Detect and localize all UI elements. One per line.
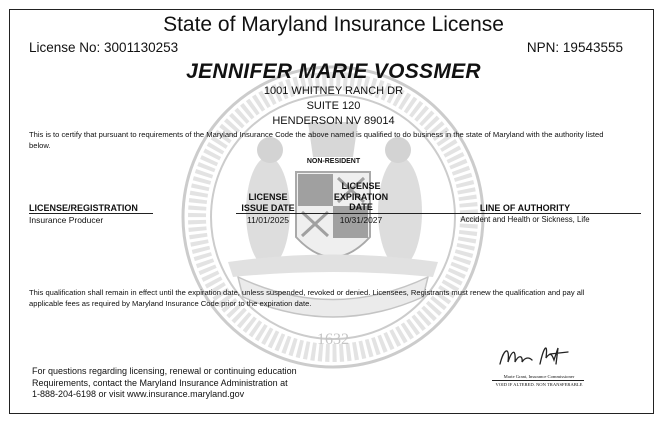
address-line-2: SUITE 120 [306, 100, 361, 112]
header-line-of-authority: LINE OF AUTHORITY [479, 203, 571, 213]
license-number: License No: 3001130253 [29, 40, 179, 55]
void-notice: VOID IF ALTERED. NON TRANSFERABLE [495, 382, 583, 387]
license-type: Insurance Producer [29, 215, 104, 225]
licensee-name: JENNIFER MARIE VOSSMER [186, 60, 481, 83]
qualification-statement: This qualification shall remain in effect until the expiration date, unless suspended, revoked or denied. Licensees, Registrants must renew the qualification and pay all applicable fees as required by Maryland Insurance Code prior to the expiration date. [29, 288, 585, 308]
contact-line-1: For questions regarding licensing, renewal or continuing education [32, 366, 297, 376]
header-expiration-date: LICENSE EXPIRATION DATE [333, 181, 389, 212]
line-of-authority: Accident and Health or Sickness, Life [460, 215, 590, 224]
header-license-registration: LICENSE/REGISTRATION [29, 203, 138, 213]
address-line-1: 1001 WHITNEY RANCH DR [263, 85, 404, 97]
signature-caption: Marie Grant, Insurance Commissioner [503, 374, 575, 379]
npn-number: NPN: 19543555 [526, 40, 623, 55]
residency-status: NON-RESIDENT [306, 158, 361, 165]
table-rule [236, 213, 641, 214]
contact-line-2: Requirements, contact the Maryland Insurance Administration at [32, 377, 288, 388]
header-issue-date: LICENSE ISSUE DATE [241, 192, 295, 213]
contact-line-3: 1-888-204-6198 or visit www.insurance.maryland.gov [32, 389, 245, 399]
seal-year: 1632 [317, 331, 349, 348]
address-line-3: HENDERSON NV 89014 [272, 115, 395, 127]
signature-rule [492, 380, 584, 381]
contact-info [32, 366, 332, 401]
expiration-date: 10/31/2027 [339, 215, 383, 225]
certify-statement: This is to certify that pursuant to requirements of the Maryland Insurance Code the above named is qualified to do business in the state of Maryland with the authority listed below. [29, 130, 604, 150]
issue-date: 11/01/2025 [247, 215, 289, 225]
header-underline [29, 213, 153, 214]
certificate-title: State of Maryland Insurance License [163, 13, 504, 36]
commissioner-signature [488, 338, 588, 372]
